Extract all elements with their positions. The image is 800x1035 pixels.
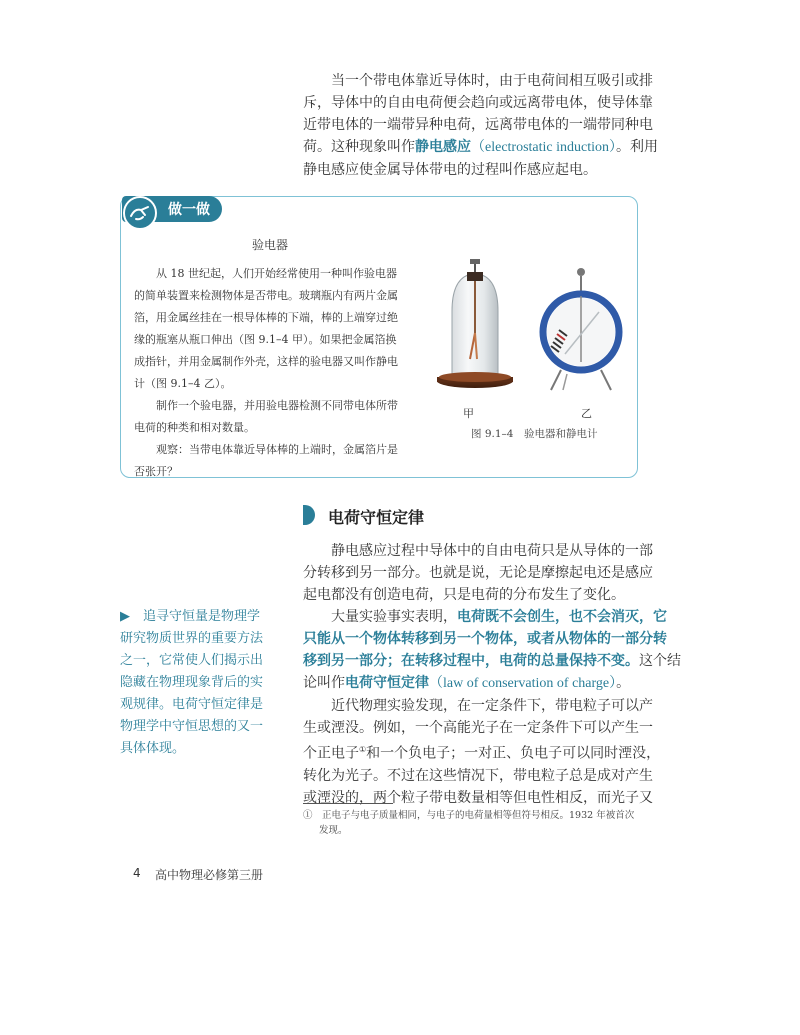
p1-line-1: 静电感应过程中导体中的自由电荷只是从导体的一部 [331,543,653,559]
intro-line-4-text: 荷。这种现象叫作 [303,139,415,155]
sidenote-line-5: 观规律。电荷守恒定律是 [120,697,264,712]
p3-line-2: 生或湮没。例如，一个高能光子在一定条件下可以产生一 [303,720,653,736]
activity-line-10: 否张开？ [134,465,178,478]
footnote [303,808,634,838]
term-conservation-law: 电荷守恒定律 [345,675,429,691]
p2-line-4-end: 。 [616,675,631,691]
intro-line-3: 近带电体的一端带异种电荷，远离带电体的一端带同种电 [303,117,653,133]
activity-line-8: 电荷的种类和相对数量。 [134,421,255,434]
activity-line-2: 的简单装置来检测物体是否带电。玻璃瓶内有两片金属 [134,289,398,302]
sidenote-line-1: ▶ 追寻守恒量是物理学 [120,609,260,624]
p2-text: 大量实验事实表明， [331,609,457,625]
sidenote-line-4: 隐藏在物理现象背后的实 [120,675,264,690]
p2-line-1 [303,606,681,628]
footnote-line-1: ① 正电子与电子质量相同，与电子的电荷量相等但符号相反。1932 年被首次 [303,810,635,821]
p2-line-2 [303,628,681,650]
term-electrostatic-induction-en: （electrostatic induction） [471,140,617,155]
p2-line-4-text: 论叫作 [303,675,345,691]
p3-line-1: 近代物理实验发现，在一定条件下，带电粒子可以产 [331,698,653,714]
book-title: 高中物理必修第三册 [155,868,264,882]
p3-line-3 [303,739,681,765]
section-marker [303,505,315,525]
sidenote-line-3: 之一，它常使人们揭示出 [120,653,264,668]
section-title: 电荷守恒定律 [328,508,425,527]
footnote-ref[interactable]: ① [359,745,367,754]
sidenote-line-7: 具体体现。 [120,741,186,756]
p3-line-3-tail: 和一个负电子；一对正、负电子可以同时湮没， [366,745,661,762]
figure-label-b: 乙 [581,407,592,420]
p2-tail: 这个结 [639,653,681,669]
hands-on-icon [123,196,157,230]
law-statement-1: 电荷既不会创生，也不会消灭，它 [457,609,667,625]
activity-line-3: 箔，用金属丝挂在一根导体棒的下端，棒的上端穿过绝 [134,311,398,324]
law-statement-2: 只能从一个物体转移到另一个物体，或者从物体的一部分转 [303,631,667,647]
activity-line-5: 成指针，并用金属制作外壳，这样的验电器又叫作静电 [134,355,398,368]
footnote-divider [303,803,393,804]
footnote-line-2: 发现。 [319,825,348,836]
sidenote [120,606,290,760]
p3-line-3-text: 个正电子 [303,745,359,762]
activity-line-9: 观察：当带电体靠近导体棒的上端时，金属箔片是 [156,443,398,456]
electrometer-illustration [537,262,627,397]
page-number: 4 [133,866,141,880]
figure-caption: 图 9.1–4 验电器和静电计 [471,428,598,440]
activity-subtitle: 验电器 [252,238,289,252]
law-statement-3: 移到另一部分；在转移过程中，电荷的总量保持不变。 [303,653,639,669]
p3-line-4: 转化为光子。不过在这些情况下，带电粒子总是成对产生 [303,767,653,784]
p2-line-3 [303,650,681,672]
intro-line-2: 斥，导体中的自由电荷便会趋向或远离带电体，使导体靠 [303,95,653,111]
electroscope-illustration [430,255,520,400]
intro-line-4-end: 。利用 [616,139,659,155]
sidenote-line-6: 物理学中守恒思想的又一 [120,719,264,734]
p1-line-3: 起电都没有创造电荷，只是电荷的分布发生了变化。 [303,587,625,603]
intro-paragraph [303,70,658,181]
p1-line-2: 分转移到另一部分。也就是说，无论是摩擦起电还是感应 [303,565,653,581]
activity-line-1: 从 18 世纪起，人们开始经常使用一种叫作验电器 [156,267,397,280]
activity-line-4: 缘的瓶塞从瓶口伸出（图 9.1–4 甲）。如果把金属箔换 [134,333,397,346]
term-electrostatic-induction: 静电感应 [415,139,471,155]
activity-line-6: 计（图 9.1–4 乙）。 [134,377,232,390]
activity-badge-label: 做一做 [168,202,210,218]
activity-line-7: 制作一个验电器，并用验电器检测不同带电体所带 [156,399,398,412]
p3-line-5: 或湮没的，两个粒子带电数量相等但电性相反，而光子又 [303,789,653,806]
intro-line-4 [303,136,658,159]
intro-line-5: 静电感应使金属导体带电的过程叫作感应起电。 [303,162,597,178]
activity-text [134,263,398,483]
intro-line-1: 当一个带电体靠近导体时，由于电荷间相互吸引或排 [331,73,653,89]
figure-label-a: 甲 [463,407,474,420]
section-body [303,540,681,809]
sidenote-line-2: 研究物质世界的重要方法 [120,631,264,646]
term-conservation-law-en: （law of conservation of charge） [429,676,617,691]
p2-line-4 [303,672,681,695]
